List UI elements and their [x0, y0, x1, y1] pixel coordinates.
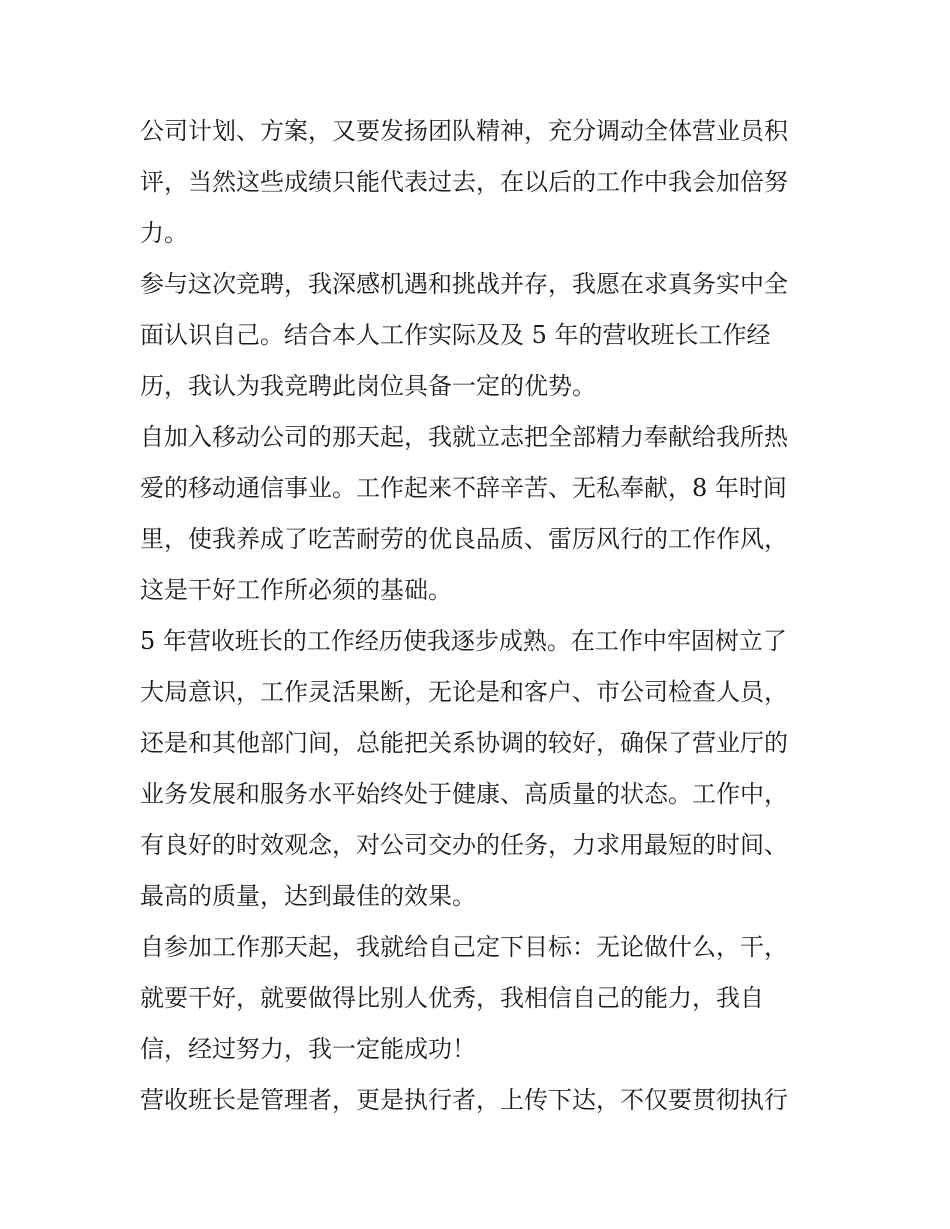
text-line: 自参加工作那天起，我就给自己定下目标：无论做什么，干， — [140, 933, 788, 961]
text-line: 公司计划、方案，又要发扬团队精神，充分调动全体营业员积 — [140, 117, 788, 145]
text-line: 力。 — [140, 219, 188, 247]
text-line: 自加入移动公司的那天起，我就立志把全部精力奉献给我所热 — [140, 423, 788, 451]
text-line: 参与这次竞聘，我深感机遇和挑战并存，我愿在求真务实中全 — [140, 270, 788, 298]
text-line: 营收班长是管理者，更是执行者，上传下达，不仅要贯彻执行 — [140, 1086, 788, 1114]
text-line: 最高的质量，达到最佳的效果。 — [140, 882, 476, 910]
document-body — [140, 111, 830, 1131]
text-line: 里，使我养成了吃苦耐劳的优良品质、雷厉风行的工作作风， — [140, 525, 788, 553]
text-line: 就要干好，就要做得比别人优秀，我相信自己的能力，我自 — [140, 984, 764, 1012]
text-line: 这是干好工作所必须的基础。 — [140, 576, 452, 604]
text-line: 信，经过努力，我一定能成功！ — [140, 1035, 476, 1063]
text-line: 业务发展和服务水平始终处于健康、高质量的状态。工作中， — [140, 780, 788, 808]
text-line: 还是和其他部门间，总能把关系协调的较好，确保了营业厅的 — [140, 729, 788, 757]
text-line: 评，当然这些成绩只能代表过去，在以后的工作中我会加倍努 — [140, 168, 788, 196]
text-line: 大局意识，工作灵活果断，无论是和客户、市公司检查人员， — [140, 678, 788, 706]
text-line: 历，我认为我竞聘此岗位具备一定的优势。 — [140, 372, 596, 400]
text-line: 爱的移动通信事业。工作起来不辞辛苦、无私奉献，8 年时间 — [140, 474, 787, 502]
text-line: 5 年营收班长的工作经历使我逐步成熟。在工作中牢固树立了 — [140, 627, 787, 655]
text-line: 有良好的时效观念，对公司交办的任务，力求用最短的时间、 — [140, 831, 788, 859]
text-line: 面认识自己。结合本人工作实际及及 5 年的营收班长工作经 — [140, 321, 771, 349]
